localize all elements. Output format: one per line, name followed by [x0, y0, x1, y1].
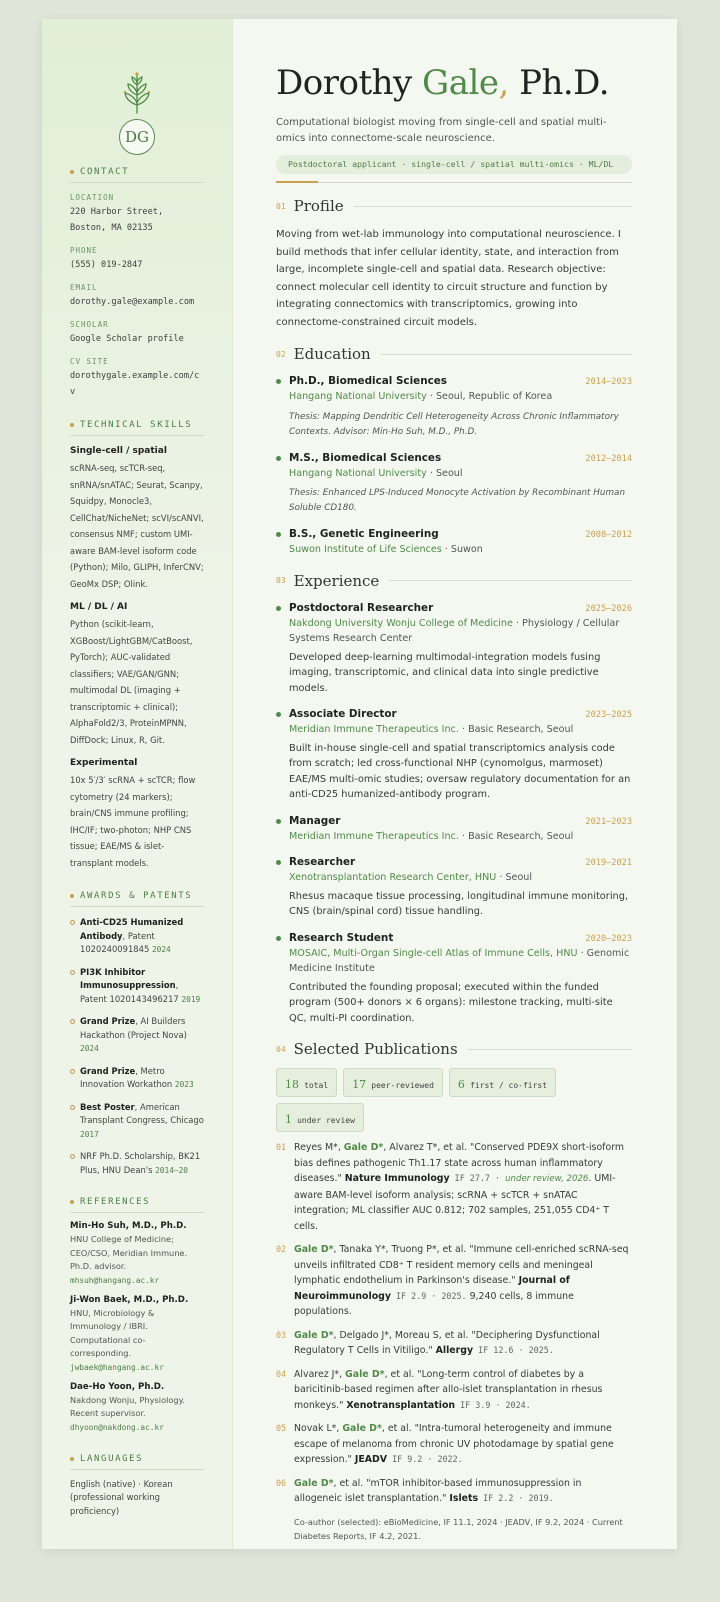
education-entry [276, 375, 632, 440]
award-item [70, 1015, 204, 1056]
role-title: Postdoctoral Researcher [289, 601, 434, 614]
entry-org-line [289, 616, 632, 647]
award-text [80, 1065, 204, 1092]
authors-before: Novak L*, [294, 1423, 343, 1434]
publication-stat [343, 1068, 443, 1097]
award-year: 2024 [80, 1044, 99, 1053]
bullet-dot-icon [70, 423, 74, 427]
publication-stat [276, 1068, 337, 1097]
publication-number: 01 [276, 1142, 287, 1152]
author-highlight: Gale D* [294, 1477, 334, 1489]
entry-org-line [289, 542, 632, 558]
section-heading-publications [276, 1040, 632, 1058]
publication-citation [294, 1328, 632, 1359]
role-title: Research Student [289, 931, 394, 944]
experience-entry [276, 856, 632, 920]
entry-org-line [289, 466, 632, 482]
publication-citation [294, 1367, 632, 1414]
bullet-dot-icon [70, 1200, 74, 1204]
section-title: Selected Publications [293, 1040, 458, 1058]
entry-years: 2020–2023 [585, 933, 632, 944]
award-year: 2014–20 [155, 1165, 188, 1175]
skill-group-text: Python (scikit-learn, XGBoost/LightGBM/CatBoost, PyTorch); AUC-validated classifiers; VAE/GAN/GNN; multimodal DL (imaging + transcriptomic + clinical); AlphaFold2/3, ProteinMPNN, DiffDock; Linux, R, Git. [70, 619, 193, 745]
experience-entry [276, 815, 632, 845]
section-heading-education [276, 345, 632, 363]
education-entry [276, 528, 632, 558]
publication-item [276, 1421, 632, 1468]
entry-years: 2023–2025 [585, 710, 632, 720]
thesis-text: Thesis: Enhanced LPS-Induced Monocyte Activation by Recombinant Human Soluble CD180. [289, 488, 626, 513]
ring-bullet-icon [70, 1019, 75, 1024]
cv-site-link[interactable]: dorothygale.example.com/cv [70, 371, 200, 397]
entry-header [289, 452, 632, 464]
location-line2: Boston, MA 02135 [70, 223, 153, 233]
references-heading [70, 1197, 204, 1213]
experience-entry [276, 602, 632, 697]
entry-years: 2014–2023 [585, 377, 632, 387]
ring-bullet-icon [70, 1154, 75, 1159]
references-list [70, 1221, 204, 1434]
organization-unit: · Basic Research, Seoul [458, 724, 574, 735]
journal-name: Allergy [435, 1345, 474, 1356]
name-suffix: Ph.D. [508, 63, 610, 103]
publication-item [276, 1328, 632, 1359]
bullet-dot-icon [70, 894, 74, 898]
award-item [70, 916, 204, 957]
award-year: 2024 [151, 945, 171, 954]
name-first: Dorothy [276, 63, 423, 103]
organization-unit: · Seoul [496, 872, 533, 883]
publication-number: 05 [276, 1423, 287, 1433]
role-description: Rhesus macaque tissue processing, longitudinal immune monitoring, CNS (brain/spinal cord) tissue handling. [289, 890, 629, 917]
publication-citation [294, 1476, 632, 1507]
plant-icon [120, 71, 154, 115]
entry-org-line [289, 946, 632, 977]
location-value [70, 204, 204, 236]
ring-bullet-icon [70, 920, 75, 925]
entry-org-line [289, 829, 632, 845]
tagline: Computational biologist moving from single-cell and spatial multi-omics into connectome-scale neuroscience. [276, 117, 607, 144]
entry-org-line [289, 389, 632, 405]
publication-citation [294, 1421, 632, 1468]
entry-header [289, 708, 632, 720]
award-year: 2019 [181, 994, 201, 1004]
publication-number: 06 [276, 1477, 287, 1488]
entry-years: 2025–2026 [585, 603, 632, 614]
role-description: Developed deep-learning multimodal-integration models fusing imaging, transcriptomic, and clinical data into single predictive models. [289, 651, 601, 694]
citation-title: , Delgado J*, Moreau S, et al. "Deciphering Dysfunctional Regulatory T Cells in Vitiligo." [294, 1329, 600, 1356]
publication-stat [449, 1068, 556, 1097]
entry-header [289, 856, 632, 868]
organization-name: Xenotransplantation Research Center, HNU [289, 872, 497, 883]
entry-header [289, 375, 632, 387]
entry-header [289, 932, 632, 944]
role-title: Manager [289, 814, 341, 827]
institution-place: · Suwon [441, 544, 483, 555]
award-detail: , Patent 1020143496217 [80, 980, 179, 1004]
author-highlight: Gale D* [294, 1244, 334, 1255]
authors-before: Reyes M*, [294, 1142, 344, 1153]
publication-item [276, 1367, 632, 1414]
role-description: Contributed the founding proposal; executed within the funded program (500+ donors × 6 organs): milestone tracking, multi-site QC, multi-PI coordination. [289, 981, 613, 1024]
role-description: Built in-house single-cell and spatial transcriptomics analysis code from scratch; led cross-functional NHP (cynomolgus, marmoset) EAE/MS multi-omic studies; oversaw regulatory documentation for an anti-CD25 humanized-antibody program. [289, 742, 631, 800]
experience-entry [276, 708, 632, 803]
contact-heading [70, 167, 204, 183]
section-title: Education [293, 345, 371, 363]
award-detail: , Metro Innovation Workathon [80, 1065, 173, 1089]
page-title [276, 61, 632, 105]
stat-label: first / co-first [470, 1081, 548, 1090]
award-year: 2023 [174, 1080, 194, 1089]
position-pill: Postdoctoral applicant · single-cell / spatial multi-omics · ML/DL [276, 155, 632, 174]
role-title: Associate Director [289, 708, 397, 720]
entry-header [289, 602, 632, 614]
author-highlight: Gale D* [345, 1368, 385, 1380]
impact-factor: IF 12.6 · 2025. [473, 1345, 554, 1355]
publication-number: 02 [276, 1244, 287, 1254]
section-heading-profile [276, 197, 632, 215]
location-label: LOCATION [70, 193, 115, 202]
languages-heading-text: LANGUAGES [80, 1453, 144, 1464]
stat-number: 6 [457, 1078, 465, 1091]
section-rule [354, 206, 632, 207]
impact-factor: IF 3.9 · 2024. [455, 1399, 531, 1410]
ring-bullet-icon [70, 1069, 75, 1074]
thesis-text: Thesis: Mapping Dendritic Cell Heterogeneity Across Chronic Inflammatory Contexts. Advisor: Min-Ho Suh, M.D., Ph.D. [289, 411, 619, 437]
section-number: 04 [276, 1044, 286, 1054]
award-title: Best Poster [80, 1101, 135, 1112]
award-detail: , Patent 1020240091845 [80, 930, 155, 954]
degree-title: B.S., Genetic Engineering [289, 528, 439, 540]
publication-stats [276, 1068, 632, 1132]
section-number: 03 [276, 576, 286, 585]
award-text [80, 966, 204, 1007]
degree-title: Ph.D., Biomedical Sciences [289, 375, 447, 387]
award-title: PI3K Inhibitor Immunosuppression [80, 966, 176, 990]
award-item [70, 1150, 204, 1177]
stat-number: 1 [285, 1113, 292, 1126]
languages-text: English (native) · Korean (professional working proficiency) [70, 1478, 173, 1516]
skills-heading [70, 420, 204, 436]
bullet-dot-icon [70, 170, 74, 174]
award-year: 2017 [80, 1129, 99, 1139]
phone-label: PHONE [70, 246, 98, 255]
entry-years: 2019–2021 [585, 858, 632, 868]
section-rule [468, 1049, 632, 1050]
reference-email-link[interactable]: mhsuh@hangang.ac.kr [70, 1275, 160, 1285]
experience-list [276, 602, 632, 1027]
journal-name: Journal of Neuroimmunology [294, 1275, 570, 1302]
entry-org-line [289, 722, 632, 738]
reference-name: Dae-Ho Yoon, Ph.D. [70, 1381, 165, 1392]
section-heading-experience [276, 572, 632, 590]
publication-citation [294, 1242, 632, 1320]
skill-group-title: Experimental [70, 758, 138, 768]
email-link[interactable]: dorothy.gale@example.com [70, 297, 195, 307]
main-content [233, 19, 677, 1549]
citation-note: 9,240 cells, 8 immune populations. [294, 1290, 574, 1317]
stat-label: peer-reviewed [371, 1081, 434, 1090]
author-highlight: Gale D* [294, 1329, 334, 1341]
profile-text: Moving from wet-lab immunology into computational neuroscience. I build methods that infer cellular identity, state, and interaction from large, incomplete single-cell and spatial data. Research objective: connect molecular cell identity to circuit structure and function by integrating connectomics with transcriptomics, growing into connectome-constrained circuit models. [276, 229, 621, 328]
organization-name: Nakdong University Wonju College of Medicine [289, 617, 513, 629]
publication-list [276, 1140, 632, 1507]
section-rule [381, 354, 632, 355]
authors-before: Alvarez J*, [294, 1368, 346, 1380]
section-title: Experience [293, 571, 380, 590]
stat-number: 17 [352, 1078, 367, 1091]
journal-name: JEADV [354, 1454, 388, 1465]
organization-name: Meridian Immune Therapeutics Inc. [289, 724, 459, 735]
reference-email-link[interactable]: jwbaek@hangang.ac.kr [70, 1362, 164, 1372]
phone-value[interactable]: (555) 019-2847 [70, 260, 143, 270]
institution-place: · Seoul, Republic of Korea [426, 391, 553, 402]
institution-place: · Seoul [426, 467, 463, 479]
cv-page [42, 19, 677, 1549]
education-list [276, 375, 632, 558]
reference-email-link[interactable]: dhyoon@nakdong.ac.kr [70, 1422, 164, 1432]
review-status: under review, 2026 [505, 1174, 589, 1184]
skill-group-text: scRNA-seq, scTCR-seq, snRNA/snATAC; Seurat, Scanpy, Squidpy, Monocle3, CellChat/NicheNet; scVI/scANVI, consensus NMF; custom UMI-aware BAM-level isoform code (Python); Milo, GLIPH, InferCNV; GeoMx DSP; Olink. [70, 463, 204, 589]
section-rule [389, 580, 632, 581]
section-number: 01 [276, 201, 286, 211]
degree-title: M.S., Biomedical Sciences [289, 451, 442, 464]
author-highlight: Gale D* [343, 1142, 384, 1153]
awards-heading [70, 891, 204, 907]
awards-heading-text: AWARDS & PATENTS [80, 891, 193, 901]
publication-citation [294, 1140, 632, 1234]
award-detail: , American Transplant Congress, Chicago [80, 1101, 204, 1125]
location-line1: 220 Harbor Street, [70, 207, 164, 217]
references-heading-text: REFERENCES [80, 1197, 151, 1207]
entry-org-line [289, 870, 632, 886]
organization-name: MOSAIC, Multi-Organ Single-cell Atlas of Immune Cells, HNU [289, 947, 578, 959]
bullet-dot-icon [70, 1457, 74, 1461]
entry-years: 2008–2012 [585, 530, 632, 540]
award-text [80, 1101, 204, 1142]
award-title: Grand Prize [80, 1016, 136, 1026]
monogram: DG [119, 119, 155, 155]
experience-entry [276, 932, 632, 1027]
impact-factor: IF 27.7 · [449, 1173, 506, 1183]
reference-desc: HNU, Microbiology & Immunology / IBRI. Computational co-corresponding. [70, 1307, 155, 1358]
reference-desc: HNU College of Medicine; CEO/CSO, Meridian Immune. Ph.D. advisor. [70, 1234, 188, 1271]
stat-label: under review [297, 1116, 355, 1125]
entry-years: 2012–2014 [585, 453, 632, 464]
award-item [70, 1101, 204, 1142]
skill-group-title: ML / DL / AI [70, 602, 128, 612]
journal-name: Islets [449, 1493, 479, 1504]
publication-item [276, 1140, 632, 1234]
reference-name: Ji-Won Baek, M.D., Ph.D. [70, 1294, 189, 1305]
award-item [70, 1065, 204, 1092]
organization-name: Meridian Immune Therapeutics Inc. [289, 830, 459, 842]
ring-bullet-icon [70, 1105, 75, 1110]
name-last: Gale [422, 63, 499, 103]
entry-header [289, 815, 632, 827]
citation-title: , et al. "Intra-tumoral heterogeneity and immune escape of melanoma from chronic UV photodamage by spatial gene expression." [294, 1423, 614, 1465]
logo [70, 71, 204, 155]
citation-title: , et al. "Long-term control of diabetes by a baricitinib-based regimen after allo-islet transplantation in rhesus monkeys." [294, 1368, 603, 1411]
name-comma: , [498, 63, 509, 103]
award-item [70, 966, 204, 1007]
author-highlight: Gale D* [342, 1423, 382, 1434]
award-text [80, 916, 204, 957]
stat-label: total [304, 1081, 329, 1090]
email-label: EMAIL [70, 283, 98, 292]
entry-header [289, 528, 632, 540]
cv-site-label: CV SITE [70, 357, 109, 366]
citation-note: . UMI-aware BAM-level isoform analysis; scRNA + scTCR + snATAC integration; ML classifier AUC 0.812; 702 samples, 251,055 CD4⁺ T cells. [294, 1173, 616, 1232]
institution-name: Hangang National University [289, 467, 427, 479]
entry-years: 2021–2023 [585, 816, 632, 827]
ring-bullet-icon [70, 970, 75, 975]
citation-title: , Alvarez T*, et al. "Conserved PDE9X short-isoform bias defines pathogenic Th1.17 state across human inflammatory diseases." [294, 1142, 625, 1184]
reference-desc: Nakdong Wonju, Physiology. Recent supervisor. [70, 1394, 185, 1418]
stat-number: 18 [285, 1078, 299, 1091]
award-text [80, 1015, 204, 1056]
publication-item [276, 1242, 632, 1320]
organization-unit: · Physiology / Cellular Systems Research Center [289, 617, 620, 644]
publication-number: 04 [276, 1368, 287, 1379]
scholar-link[interactable]: Google Scholar profile [70, 334, 184, 344]
impact-factor: IF 2.9 · 2025. [390, 1290, 467, 1301]
award-text [80, 1150, 204, 1177]
publication-stat [276, 1103, 364, 1132]
awards-list [70, 916, 204, 1177]
scholar-label: SCHOLAR [70, 320, 109, 329]
section-title: Profile [293, 197, 344, 215]
impact-factor: IF 9.2 · 2022. [387, 1454, 463, 1464]
section-number: 02 [276, 349, 286, 359]
sidebar [42, 19, 233, 1549]
skill-group-title: Single-cell / spatial [70, 446, 167, 456]
institution-name: Hangang National University [289, 391, 427, 402]
publication-item [276, 1476, 632, 1507]
award-title: Anti-CD25 Humanized Antibody [80, 917, 184, 941]
reference-name: Min-Ho Suh, M.D., Ph.D. [70, 1221, 187, 1231]
organization-unit: · Basic Research, Seoul [458, 830, 574, 842]
citation-title: , Tanaka Y*, Truong P*, et al. "Immune cell-enriched scRNA-seq unveils infiltrated CD8⁺ T resident memory cells and meningeal lymphatic endothelium in Parkinson's disease." [294, 1244, 629, 1286]
impact-factor: IF 2.2 · 2019. [478, 1493, 554, 1503]
skills-heading-text: TECHNICAL SKILLS [80, 420, 193, 430]
journal-name: Nature Immunology [344, 1173, 450, 1184]
citation-title: , et al. "mTOR inhibitor-based immunosuppression in allogeneic islet transplantation." [294, 1477, 582, 1504]
coauthor-note: Co-author (selected): eBioMedicine, IF 11.1, 2024 · JEADV, IF 9.2, 2024 · Current Diabetes Reports, IF 4.2, 2021. [294, 1516, 623, 1541]
header-divider [276, 182, 632, 183]
languages-heading [70, 1454, 204, 1470]
award-detail: NRF Ph.D. Scholarship, BK21 Plus, HNU Dean's [80, 1151, 201, 1175]
institution-name: Suwon Institute of Life Sciences [289, 544, 442, 555]
skill-group-text: 10x 5′/3′ scRNA + scTCR; flow cytometry (24 markers); brain/CNS immune profiling; IHC/IF; two-photon; NHP CNS tissue; EAE/MS & islet-transplant models. [70, 775, 196, 868]
organization-unit: · Genomic Medicine Institute [289, 947, 630, 974]
journal-name: Xenotransplantation [346, 1399, 456, 1411]
award-title: Grand Prize [80, 1065, 136, 1076]
role-title: Researcher [289, 856, 356, 868]
education-entry [276, 452, 632, 517]
publication-number: 03 [276, 1329, 287, 1340]
contact-heading-text: CONTACT [80, 167, 130, 177]
award-detail: , AI Builders Hackathon (Project Nova) [80, 1016, 187, 1040]
